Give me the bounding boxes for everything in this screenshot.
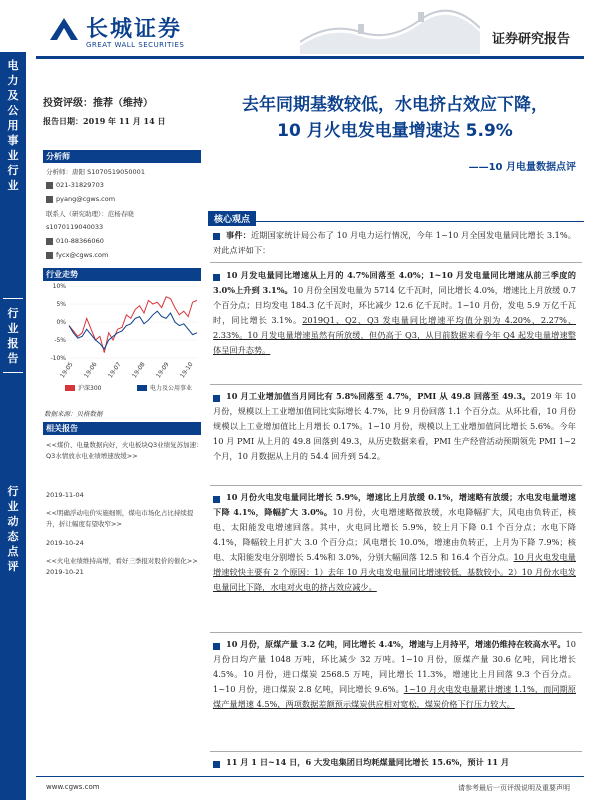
side-label-comment: 行业动态点评	[7, 485, 19, 573]
y-tick-label: -5%	[54, 337, 66, 344]
related-report-1-date: 2019-11-04	[46, 491, 84, 499]
header-divider	[36, 56, 584, 59]
logo-text-cn: 长城证券	[86, 17, 183, 42]
legend-swatch	[65, 385, 75, 391]
report-subtitle: ——10 月电量数据点评	[468, 162, 576, 173]
paragraph-divider	[210, 262, 582, 263]
paragraph-divider	[210, 632, 582, 633]
email-icon	[46, 252, 53, 259]
paragraph-divider	[210, 384, 582, 385]
logo-text-en: GREAT WALL SECURITIES	[86, 41, 185, 49]
trend-heading: 行业走势	[43, 268, 201, 281]
x-tick-label: 19-10	[178, 361, 195, 380]
legend-label: 沪深300	[78, 385, 102, 392]
paragraph-consumption: 11 月 1 日~14 日，6 大发电集团日均耗煤量同比增长 15.6%，预计 11 月	[226, 757, 510, 767]
paragraph-thermal: 10 月份火电发电量同比增长 5.9%，增速比上月放缓 0.1%，增速略有放缓；水电发电量增速下降 4.1%，降幅扩大 3.0%。10 月份，火电增速略微放缓，水电降幅扩大，风电由负转正，核电、太阳能发电增速回落。其中，火电同比增长 5.9%，较上月下降 0.1 个百分点；水电下降 4.1%，降幅较上月扩大 3.0 个百分点；风电增长 10.0%，增速由负转正，上月为下降 7.9%；核电、太阳能发电分别增长 5.4%和 3.0%，分别大幅回落 12.5 和 16.4 个百分点。10 月火电发电量增速较快主要有 2 个原因：1）去年 10 月火电发电量同比增速较低，基数较小。2）10 月份水电发电量同比下降，水电对火电的挤占效应减少。	[213, 492, 576, 592]
logo-mark-icon	[48, 16, 80, 42]
related-heading: 相关报告	[43, 422, 201, 435]
side-separator	[3, 372, 23, 373]
footer-disclaimer: 请参考最后一页评级说明及重要声明	[458, 784, 570, 792]
great-wall-illustration-icon	[300, 6, 480, 54]
side-label-report: 行业报告	[7, 307, 19, 365]
y-tick-label: -10%	[50, 355, 66, 362]
report-type-label: 证券研究报告	[491, 32, 570, 47]
phone-icon	[46, 238, 53, 245]
footer-website[interactable]: www.cgws.com	[46, 783, 100, 791]
paragraph-divider	[210, 485, 582, 486]
x-tick-label: 19-09	[154, 361, 171, 380]
side-separator	[3, 298, 23, 299]
analyst-heading: 分析师	[43, 150, 201, 163]
analyst-phone: 021-31829703	[46, 181, 104, 189]
x-tick-label: 19-07	[106, 361, 123, 380]
report-header	[0, 0, 600, 58]
contact-email[interactable]: fycx@cgws.com	[46, 251, 108, 259]
series-line-utilities	[69, 311, 197, 349]
y-tick-label: 10%	[52, 283, 66, 290]
legend-label: 电力及公用事业	[150, 385, 193, 392]
related-report-1[interactable]: <<煤价、电量数据向好，火电板块Q3业绩复苏加速：Q3水情放水电业绩增速放缓>>	[46, 441, 203, 460]
x-tick-label: 19-08	[130, 361, 147, 380]
report-date: 报告日期：2019 年 11 月 14 日	[43, 116, 166, 126]
side-label-industry: 电力及公用事业行业	[7, 59, 19, 192]
chart-source: 数据来源：贝格数据	[44, 410, 103, 418]
related-report-3[interactable]: <<火电业绩维持高增，看好三季报对股价的催化>> 2019-10-21	[46, 557, 198, 576]
paragraph-divider	[210, 751, 582, 752]
related-report-2-date: 2019-10-24	[46, 539, 84, 547]
paragraph-event: 事件：近期国家统计局公布了 10 月电力运行情况，今年 1~10 月全国发电量同比增长 3.1%。对此点评如下：	[213, 230, 576, 255]
contact-phone: 010-88366060	[46, 237, 104, 245]
y-tick-label: 5%	[56, 301, 66, 308]
analyst-email[interactable]: pyang@cgws.com	[46, 195, 115, 203]
y-tick-label: 0%	[56, 319, 66, 326]
x-tick-label: 19-06	[82, 361, 99, 380]
email-icon	[46, 196, 53, 203]
industry-trend-chart	[43, 280, 201, 398]
related-report-2[interactable]: <<明确浮动电价实施细则，煤电市场化占比持续提升，折让幅度有望收窄>>	[46, 509, 194, 528]
paragraph-generation: 10 月发电量同比增速从上月的 4.7%回落至 4.0%；1~10 月发电量同比增速从前三季度的 3.0%上升到 3.1%。10 月份全国发电量为 5714 亿千瓦时，同比增长 4.0%，增速比上月放缓 0.7 个百分点；日均发电 184.3 亿千瓦时，环比减少 12.6 亿千瓦时。1~10 月份，发电 5.9 万亿千瓦时，同比增长 3.1%。2019Q1、Q2、Q3 发电量同比增速平均值分别为 4.20%、2.27%、2.33%。10 月发电量增速虽然有所放缓，但仍高于 Q3，从目前数据来看今年 Q4 起发电量增速整体呈回升态势。	[213, 270, 577, 355]
investment-rating: 投资评级：推荐（维持）	[43, 98, 153, 109]
side-band	[0, 52, 26, 800]
paragraph-coal: 10 月份，原煤产量 3.2 亿吨，同比增长 4.4%，增速与上月持平，增速仍维持在较高水平。10 月份日均产量 1048 万吨，环比减少 32 万吨。1~10 月份，原煤产量 30.6 亿吨，同比增长 4.5%。10 月份，进口煤炭 2568.5 万吨，同比增长 11.3%，增速比上月回落 9.3 个百分点。1~10 月份，进口煤炭 2.8 亿吨，同比增长 9.6%。1~10 月火电发电量累计增速 1.1%，而同期原煤产量增速 4.5%，两项数据差额预示煤炭供应相对宽松，煤炭价格下行压力较大。	[213, 639, 576, 709]
report-title: 去年同期基数较低，水电挤占效应下降， 10 月火电发电量增速达 5.9%	[242, 95, 548, 141]
x-tick-label: 19-05	[58, 361, 75, 380]
core-view-heading: 核心观点	[208, 207, 584, 222]
footer-divider	[36, 776, 584, 777]
phone-icon	[46, 182, 53, 189]
contact-id: s1070119040033	[46, 223, 104, 231]
legend-swatch	[137, 385, 147, 391]
analyst-name: 分析师：唐阳 S1070519050001	[46, 168, 145, 176]
contact-name: 联系人（研究助理）：范杨春晓	[46, 210, 134, 218]
paragraph-industry: 10 月工业增加值当月同比有 5.8%回落至 4.7%，PMI 从 49.8 回落至 49.3。2019 年 10 月份，规模以上工业增加值同比实际增长 4.7%，比 9 月份回落 1.1 个百分点。从环比看，10 月份规模以上工业增加值比上月增长 0.17%。1~10 月份，规模以上工业增加值同比增长 5.6%。今年 10 月 PMI 从上月的 49.8 回落到 49.3，从历史数据来看，PMI 生产经营活动预期领先 PMI 1~2 个月，10 月数据从上月的 54.4 回升到 54.2。	[213, 391, 576, 461]
